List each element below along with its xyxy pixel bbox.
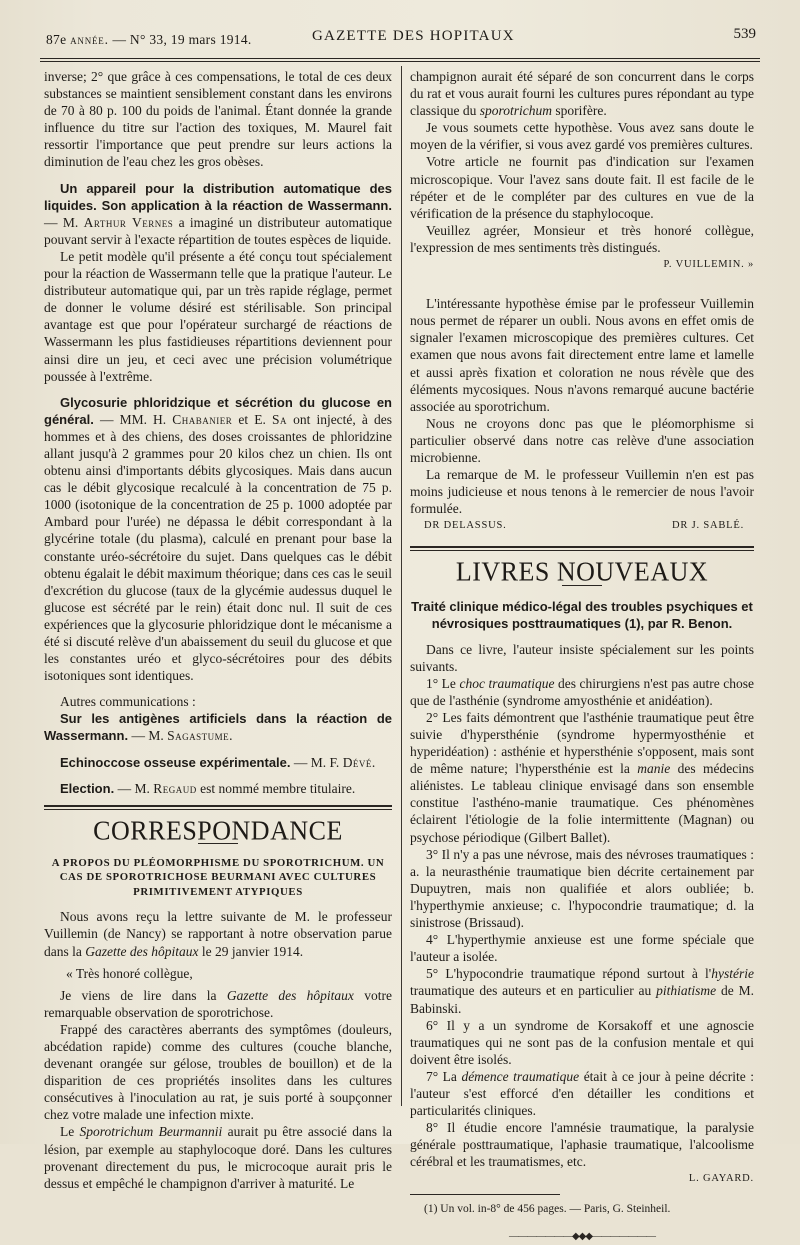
paragraph: Nous ne croyons donc pas que le pléomorphisme si particulier observé dans notre cas relève d'une association microbienne. <box>410 415 754 465</box>
paragraph <box>44 908 392 959</box>
section-title-livres: LIVRES NOUVEAUX <box>455 556 709 588</box>
journal-title: GAZETTE DES HOPITAUX <box>312 28 515 44</box>
list-item: 8° Il étudie encore l'amnésie traumatique, la paralysie générale posttraumatique, l'aphasie traumatique, l'alcoolisme cérébral et les traumatismes, etc. <box>410 1120 754 1170</box>
right-column <box>410 68 754 1245</box>
signature-sable: DR J. SABLÉ. <box>671 520 744 532</box>
text: votre remarquable observation de sporotrichose. <box>44 987 392 1020</box>
paragraph: La remarque de M. le professeur Vuillemin n'en est pas moins judicieuse et nous tenons à le remercier de nous l'avoir formulée. <box>410 467 754 517</box>
paragraph: Je vous soumets cette hypothèse. Vous avez sans doute le moyen de la vérifier, si vous avez gardé vos premières cultures. <box>410 120 754 153</box>
paragraph-appareil <box>44 180 392 248</box>
paragraph: L'intéressante hypothèse émise par le professeur Vuillemin nous permet de réparer un oubli. Nous avons en effet omis de signaler l'examen microscopique des premières cultures. Cet examen que nous avons fait directement entre lame et lamelle et aussi après fixation et coloration ne nous révèle que des éléments mycosiques. Nous n'avons remarqué aucune bactérie associée au sporotrichum. <box>410 296 754 414</box>
text: traumatique des auteurs et en particulier au <box>410 983 657 999</box>
paragraph <box>410 68 754 119</box>
italic-text: Gazette des hôpitaux <box>226 987 354 1003</box>
paragraph <box>44 987 392 1021</box>
italic-text: sporotrichum <box>479 103 553 119</box>
end-ornament: ———————◆◆◆——————— <box>508 1230 656 1242</box>
italic-text: choc traumatique <box>459 675 555 691</box>
page-header <box>40 24 760 52</box>
text: Le <box>60 1124 80 1140</box>
footnote: (1) Un vol. in-8° de 456 pages. — Paris, G. Steinheil. <box>424 1202 671 1215</box>
signature-gayard: L. GAYARD. <box>688 1173 754 1185</box>
issue-year: 87e <box>46 32 67 47</box>
text: a imaginé un distributeur automatique pouvant servir à l'exacte répartition de toutes espèces de liquide. <box>44 214 392 247</box>
italic-text: Sporotrichum Beurmannii <box>79 1124 223 1140</box>
italic-text: hystérie <box>711 966 754 982</box>
book-title: Traité clinique médico-légal des troubles psychiques et névrosiques posttraumatiques (1), par R. Benon. <box>411 598 753 631</box>
text: et E. <box>232 411 272 427</box>
text: Je viens de lire dans la <box>60 987 227 1003</box>
paragraph: Dans ce livre, l'auteur insiste spécialement sur les points suivants. <box>410 641 754 674</box>
paragraph: Frappé des caractères aberrants des symptômes (douleurs, abcédation rapide) comme des cultures (couche blanche, devenant orangée sur gélose, troubles de bouillon) et de la disparition de ces propriétés insolites dans les cultures consécutives à l'inoculation au rat, je suis porté à soupçonner chez votre malade une infection mixte. <box>44 1021 392 1123</box>
heading-election: Election. <box>60 780 115 796</box>
signatures-authors <box>410 517 754 534</box>
paragraph-echinoccose <box>44 754 392 771</box>
list-item: 4° L'hyperthymie anxieuse est une forme spéciale que l'auteur a isolée. <box>410 932 754 965</box>
text: — M. <box>44 214 84 230</box>
italic-text: Gazette des hôpitaux <box>85 943 199 959</box>
column-divider <box>401 66 402 1106</box>
text: des chirurgiens n'est pas autre chose que de l'asthénie (syndrome amyosthénie et anidéation). <box>410 675 755 708</box>
salutation: « Très honoré collègue, <box>66 965 193 981</box>
header-rule <box>40 58 760 62</box>
author-name: Sagastume. <box>167 728 233 744</box>
paragraph-election <box>44 780 392 797</box>
page-number: 539 <box>733 26 756 42</box>
list-item <box>410 965 754 1016</box>
author-name: Chabanier <box>172 411 233 427</box>
text: 2° Les faits démontrent que l'asthénie traumatique peut être suivie d'hypersthénie (syndrome hypermyosthénie et hyperidéation) : asthénie et hypersthénie s'opposent, mais sont de même nature; l'hypersthénie est la <box>410 709 754 777</box>
text: des médecins aliénistes. Le tableau clinique envisagé dans son ensemble constitue l'asthéno-manie traumatique. Ces phénomènes éclairent l'étiologie de la folie intermittente (Magnan) ou psychose périodique (Gilbert Ballet). <box>410 761 754 845</box>
section-rule <box>410 546 754 551</box>
list-item: 3° Il n'y a pas une névrose, mais des névroses traumatiques : a. la neurasthénie traumatique bien décrite certainement par Dupuytren, mais non qualifiée et alors oubliée; b. l'hyperthymie anxieuse; c. l'hypocondrie traumatique; d. la sinistrose (Brissaud). <box>410 846 754 931</box>
text: 5° L'hypocondrie traumatique répond surtout à l' <box>426 966 712 982</box>
text: ont injecté, à des hommes et à des chiens, des doses croissantes de phloridzine allant jusqu'à 2 grammes pour 20 kilos chez un chien. Ils ont obtenu ainsi d'importants débits glycosiques. Mais dans aucun cas le débit glycosique recalculé à la concentration de 75 p. 1000 (isotonique de la concentration de 25 p. 1000 adoptée par Ambard pour l'urée) ne dépassa le débit correspondant à la glycérine totale (du plasma), calculé en prenant pour base la constante uréo-sécrétoire du sujet. Dans quelques cas le débit obtenu égalait le débit maximum théorique; dans ces cas le seuil d'excrétion du glucose (taux de la glycémie audessus duquel le glucose est sécrété par le rein) était donc nul. Il suit de ces expériences que la glycosurie phloridzique dont le mécanisme a été si discuté relève d'un abaissement du seuil du glucose et que les constantes uréo et glyco-sécrétoires pour des débits isotoniques sont identiques. <box>44 411 392 684</box>
section-title-correspondance: CORRESPONDANCE <box>93 815 343 846</box>
author-name: Regaud <box>153 780 197 796</box>
text: 7° La <box>426 1068 462 1084</box>
text: est nommé membre titulaire. <box>196 780 356 796</box>
author-name: Sa <box>271 411 287 427</box>
author-name: Arthur Vernes <box>83 214 174 230</box>
heading-appareil: Un appareil pour la distribution automatique des liquides. Son application à la réaction de Wassermann. <box>44 180 392 213</box>
correspondance-subtitle: A PROPOS DU PLÉOMORPHISME DU SPOROTRICHUM. UN CAS DE SPOROTRICHOSE BEURMANI AVEC CULTURES PRIMITIVEMENT ATYPIQUES <box>51 856 385 898</box>
paragraph-glycosurie <box>44 394 392 685</box>
italic-text: manie <box>637 761 671 777</box>
issue-info <box>46 32 252 48</box>
list-item <box>410 1068 754 1119</box>
section-rule <box>44 805 392 810</box>
text: 1° Le <box>426 675 460 691</box>
signature-delassus: DR DELASSUS. <box>424 520 507 532</box>
text: sporifère. <box>552 103 607 119</box>
text: le 29 janvier 1914. <box>198 943 304 959</box>
list-item <box>410 675 754 709</box>
paragraph: Le petit modèle qu'il présente a été conçu tout spécialement pour la réaction de Wassermann telle que la pratique l'auteur. Le distributeur automatique qui, par un très rapide réglage, permet de donner le volume désiré est stérilisable. Son principal avantage est que pour l'opérateur surchargé de réactions de Wassermann les plus fastidieuses répartitions deviennent pour ainsi dire un jeu, et ceci avec une précision volumétrique poussée à l'extrême. <box>44 248 392 384</box>
paragraph: inverse; 2° que grâce à ces compensations, le total de ces deux substances se maintient sensiblement constant dans les environs de 70 à 80 p. 100 du poids de l'animal. Étant donnée la grande influence du titre sur l'action des toxiques, M. Maurel fait ressortir l'importance que peut prendre sur leurs actions la diminution de l'eau chez les gros obèses. <box>44 69 392 170</box>
paragraph <box>44 1123 392 1191</box>
paragraph: Veuillez agréer, Monsieur et très honoré collègue, l'expression de mes sentiments très distingués. <box>410 222 754 255</box>
heading-antigenes: Sur les antigènes artificiels dans la réaction de Wassermann. <box>44 711 392 744</box>
paragraph-antigenes <box>44 710 392 744</box>
text: était à ce jour à peine décrite : l'auteur s'est efforcé d'en détailler les conditions et particularités cliniques. <box>410 1068 754 1119</box>
author-name: Dévé. <box>342 754 376 770</box>
heading-echinoccose: Echinoccose osseuse expérimentale. <box>60 754 291 770</box>
text: — M. <box>128 728 168 744</box>
list-item: 6° Il y a un syndrome de Korsakoff et une agnoscie traumatiques qui ne sont pas de la confusion mentale et qui doivent être isolés. <box>410 1017 754 1067</box>
text: — MM. H. <box>93 411 173 427</box>
text: aurait pu être associé dans la lésion, par exemple au staphylocoque doré. Dans les cultures provenant directement du pus, le microcoque aurait pris le dessus et empêché le champignon d'arriver à maturité. Le <box>44 1124 392 1191</box>
left-column <box>44 68 392 1192</box>
text: champignon aurait été séparé de son concurrent dans le corps du rat et vous aurait fourni les cultures pures répondant au type classique du <box>410 69 754 119</box>
issue-number: — N° 33, 19 mars 1914. <box>112 32 252 47</box>
list-item <box>410 709 754 846</box>
paragraph: Votre article ne fournit pas d'indication sur l'examen microscopique. Vour l'avez sans doute fait. Il est facile de le répéter et de le compléter par des cultures en vue de la vérification de la présence du staphylocoque. <box>410 154 754 221</box>
signature-vuillemin: P. VUILLEMIN. » <box>663 259 754 271</box>
italic-text: pithiatisme <box>656 983 717 999</box>
other-communications: Autres communications : <box>60 694 196 710</box>
footnote-rule <box>410 1194 560 1195</box>
text: — M. F. <box>290 754 343 770</box>
text: Nous avons reçu la lettre suivante de M. le professeur Vuillemin (de Nancy) se rapportant à notre observation parue dans la <box>44 909 392 959</box>
text: de M. Babinski. <box>410 983 754 1016</box>
text: — M. <box>114 780 154 796</box>
issue-word: année. <box>70 32 109 47</box>
heading-glycosurie: Glycosurie phloridzique et sécrétion du glucose en général. <box>44 394 392 427</box>
italic-text: démence traumatique <box>461 1068 580 1084</box>
